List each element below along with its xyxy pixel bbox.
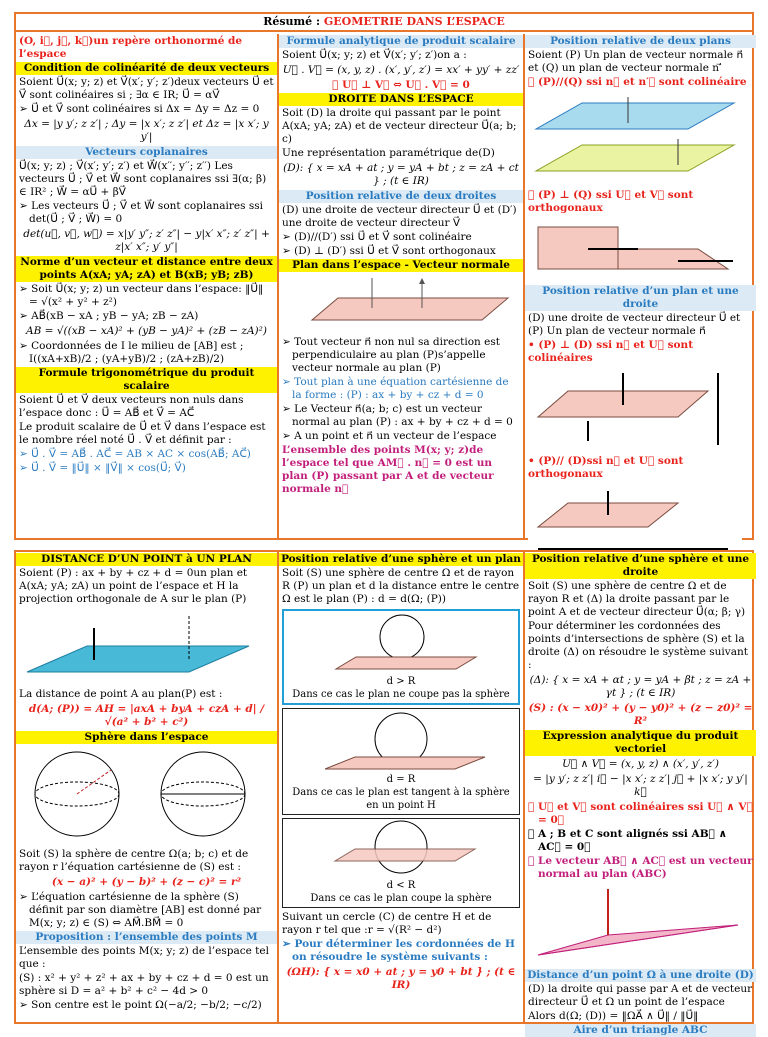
formula: AB = √((xB − xA)² + (yB − yA)² + (zB − zA)²) <box>26 325 267 337</box>
text-block: • (P)// (D)ssi n⃗ et U⃗ sont orthogonaux <box>528 455 684 480</box>
heading-plane: Plan dans l’espace - Vecteur normale <box>279 259 523 272</box>
text-block: ➢ L’équation cartésienne de la sphère (S) définit par son diamètre [AB] est donné par M(x; y; z) ∈ (S) ⇔ AM⃗.BM⃗ = 0 <box>19 891 262 929</box>
sphere-figure <box>19 748 265 840</box>
text-block: ➢ Tout plan à une équation cartésienne de la forme : (P) : ax + by + cz + d = 0 <box>282 376 509 401</box>
text-block: Soient U⃗ et V⃗ deux vecteurs non nuls dans l’espace donc : U⃗ = AB⃗ et V⃗ = AC⃗ <box>19 394 244 419</box>
heading-scalar: Formule analytique de produit scalaire <box>279 35 523 48</box>
formula: det(u⃗, v⃗, w⃗) = x|y′ y″; z′ z″| − y|x′ x″; z′ z″| + z|x′ x″; y′ y″| <box>23 228 270 253</box>
formula: (x − a)² + (y − b)² + (z − c)² = r² <box>51 876 242 888</box>
text-block: Suivant un cercle (C) de centre H et de rayon r tel que :r = √(R² − d²) <box>282 911 492 936</box>
heading-two-lines: Position relative de deux droites <box>279 190 523 203</box>
text-block: Soient (P) Un plan de vecteur normale n⃗ et (Q) un plan de vecteur normale n′⃗ <box>528 49 744 74</box>
heading-trigo: Formule trigonométrique du produit scalaire <box>16 367 277 393</box>
sphere-cut-figure <box>285 821 517 875</box>
repere-line: (O, i⃗, j⃗, k⃗)un repère orthonormé de l’espace <box>19 35 243 60</box>
text-block: ➢ U⃗ . V⃗ = AB⃗ . AC⃗ = AB × AC × cos(AB⃗; AC⃗) <box>19 448 251 460</box>
text-block: ➢ AB⃗(xB − xA ; yB − yA; zB − zA) <box>19 310 199 322</box>
text-block: Soit (S) une sphère de centre Ω et de rayon R (P) un plan et d la distance entre le centre Ω est le plan (P) : d = d(Ω; (P)) <box>282 567 520 605</box>
text-block: ➢ A ; B et C sont alignés ssi AB⃗ ∧ AC⃗ = 0⃗ <box>528 828 728 853</box>
point-plane-distance-figure <box>19 610 259 680</box>
text-block: L’ensemble des points M(x; y; z) de l’espace tel que : <box>19 945 269 970</box>
case-no-intersection <box>282 609 520 705</box>
text-block: Soit (S) la sphère de centre Ω(a; b; c) et de rayon r l’équation cartésienne de (S) est : <box>19 848 249 873</box>
heading-two-planes: Position relative de deux plans <box>525 35 756 48</box>
text-block: Alors d(Ω; (D)) = ‖ΩA⃗ ∧ U⃗‖ / ‖U⃗‖ <box>528 1010 699 1022</box>
sheet-title: Résumé : GEOMETRIE DANS L’ESPACE <box>16 14 752 32</box>
formula: (D): { x = xA + at ; y = yA + bt ; z = zA + ct } ; (t ∈ IR) <box>283 162 519 187</box>
text-block: Soit (D) la droite qui passant par le point A(xA; yA; zA) et de vecteur directeur U⃗(a; b; c) <box>282 107 517 145</box>
formula: Δx = |y y′; z z′| ; Δy = |x x′; z z′| et Δz = |x x′; y y′| <box>24 118 269 143</box>
text-block: ➢ Pour déterminer les cordonnées de H on résoudre le système suivants : <box>282 938 515 963</box>
formula: U⃗ . V⃗ = (x, y, z) . (x′, y′, z′) = xx′ + yy′ + zz′ <box>282 64 520 76</box>
heading-point-line-distance: Distance d’un point Ω à une droite (D) <box>525 969 756 982</box>
heading-norm: Norme d’un vecteur et distance entre deux points A(xA; yA; zA) et B(xB; yB; zB) <box>16 256 277 282</box>
text-block: Soient U⃗(x; y; z) et V⃗(x′; y′; z′)on a : <box>282 49 467 61</box>
formula: U⃗ ∧ V⃗ = (x, y, z) ∧ (x′, y′, z′) <box>562 758 719 770</box>
heading-proposition: Proposition : l’ensemble des points M <box>16 931 277 944</box>
formula: (S) : (x − x0)² + (y − y0)² + (z − z0)² = R² <box>528 702 753 727</box>
text-block: ➢ Son centre est le point Ω(−a/2; −b/2; −c/2) <box>19 999 262 1011</box>
text-block: ➢ Soit U⃗(x; y; z) un vecteur dans l’espace: ‖U⃗‖ = √(x² + y² + z²) <box>19 283 264 308</box>
text-block: Soit (S) une sphère de centre Ω et de rayon R et (Δ) la droite passant par le point A et de vecteur directeur U⃗(α; β; γ) <box>528 580 746 618</box>
sphere-above-plane-figure <box>286 613 518 671</box>
text-block: • (P) ⊥ (D) ssi n⃗ et U⃗ sont colinéaires <box>528 339 694 364</box>
formula: d(A; (P)) = AH = |axA + byA + czA + d| / √(a² + b² + c²) <box>28 703 265 728</box>
text-block: U⃗(x; y; z) ; V⃗(x′; y′; z′) et W⃗(x′′; y′′; z′′) Les vecteurs U⃗ ; V⃗ et W⃗ sont coplanaires ssi ∃(α; β) ∈ IR² ; W⃗ = αU⃗ + βV⃗ <box>19 160 267 198</box>
text-block: Soient U⃗(x; y; z) et V⃗(x′; y′; z′)deux vecteurs U⃗ et V⃗ sont colinéaires si ; ∃α ∈ IR; U⃗ = αV⃗ <box>19 76 274 101</box>
plane-normal-figure <box>282 276 518 328</box>
text-block: ➢ (P)//(Q) ssi n⃗ et n′⃗ sont colinéaire <box>528 76 747 88</box>
heading-colinearity: Condition de colinéarité de deux vecteurs <box>16 62 277 75</box>
text-block: ➢ U⃗ ⊥ V⃗ ⇔ U⃗ . V⃗ = 0 <box>332 79 470 91</box>
parallel-planes-figure <box>528 93 742 181</box>
text-block: (D) la droite qui passe par A et de vecteur directeur U⃗ et Ω un point de l’espace <box>528 983 753 1008</box>
heading-sphere-plane: Position relative d’une sphère et un plan <box>279 553 523 566</box>
text-block: La distance de point A au plan(P) est : <box>19 688 223 700</box>
sphere-tangent-figure <box>285 711 517 769</box>
text-block: ➢ U⃗ et V⃗ sont colinéaires si Δx = Δy = Δz = 0 <box>19 103 260 115</box>
text-block: L’ensemble des points M(x; y; z)de l’espace tel que AM⃗ . n⃗ = 0 est un plan (P) passant par A et de vecteur normale n⃗ <box>282 444 494 495</box>
formula: (ΩH): { x = x0 + at ; y = y0 + bt } ; (t ∈ IR) <box>286 966 516 991</box>
case-tangent <box>282 708 520 815</box>
text-block: ➢ Coordonnées de I le milieu de [AB] est ; I((xA+xB)/2 ; (yA+yB)/2 ; (zA+zB)/2) <box>19 340 244 365</box>
text-block: ➢ Le vecteur AB⃗ ∧ AC⃗ est un vecteur normal au plan (ABC) <box>528 855 753 880</box>
text-block: (S) : x² + y² + z² + ax + by + cz + d = 0 est un sphère si D = a² + b² + c² − 4d > 0 <box>19 972 269 997</box>
text-block: ➢ A un point et n⃗ un vecteur de l’espace <box>282 430 497 442</box>
case-caption: Dans ce cas le plan coupe la sphère <box>310 893 492 904</box>
text-block: ➢ Tout vecteur n⃗ non nul sa direction est perpendiculaire au plan (P)s’appelle vecteur normale au plan (P) <box>282 336 500 374</box>
text-block: ➢ U⃗ et V⃗ sont colinéaires ssi U⃗ ∧ V⃗ = 0⃗ <box>528 801 753 826</box>
heading-cross-product: Expression analytique du produit vectoriel <box>525 730 756 756</box>
heading-coplanar: Vecteurs coplanaires <box>16 146 277 159</box>
heading-triangle-area: Aire d’un triangle ABC <box>525 1024 756 1037</box>
text-block: ➢ U⃗ . V⃗ = ‖U⃗‖ × ‖V⃗‖ × cos(U⃗; V⃗) <box>19 462 186 474</box>
text-block: (D) une droite de vecteur directeur U⃗ et (D′) une droite de vecteur directeur V⃗ <box>282 204 517 229</box>
text-block: Le produit scalaire de U⃗ et V⃗ dans l’espace est le nombre réel noté U⃗ . V⃗ et définit par : <box>19 421 266 446</box>
column-planes <box>525 34 756 538</box>
cross-product-figure <box>528 885 746 961</box>
case-condition: d < R <box>386 880 416 891</box>
text-block: ➢ (P) ⊥ (Q) ssi U⃗ et V⃗ sont orthogonaux <box>528 189 694 214</box>
case-condition: d = R <box>386 774 416 785</box>
text-block: ➢ Les vecteurs U⃗ ; V⃗ et W⃗ sont coplanaires ssi det(U⃗ ; V⃗ ; W⃗) = 0 <box>19 200 263 225</box>
heading-point-plane-distance: DISTANCE D’UN POINT à UN PLAN <box>16 553 277 566</box>
case-condition: d > R <box>386 676 416 687</box>
formula: = |y y′; z z′| i⃗ − |x x′; z z′| j⃗ + |x x′; y y′| k⃗ <box>533 773 748 798</box>
heading-plane-line: Position relative d’un plan et une droite <box>525 285 756 311</box>
line-parallel-plane-figure <box>528 485 742 555</box>
text-block: Une représentation paramétrique de(D) <box>282 147 495 159</box>
summary-sheet-bottom <box>14 550 754 1036</box>
text-block: (D) une droite de vecteur directeur U⃗ et (P) Un plan de vecteur normale n⃗ <box>528 312 741 337</box>
case-caption: Dans ce cas le plan ne coupe pas la sphère <box>292 689 510 700</box>
line-perpendicular-plane-figure <box>528 369 742 447</box>
column-scalar-line <box>279 34 525 538</box>
formula: (Δ): { x = xA + αt ; y = yA + βt ; z = zA + γt } ; (t ∈ IR) <box>529 674 752 699</box>
case-caption: Dans ce cas le plan est tangent à la sphère en un point H <box>292 787 510 811</box>
heading-line: DROITE DANS L’ESPACE <box>279 93 523 106</box>
text-block: Soient (P) : ax + by + cz + d = 0un plan et A(xA; yA; zA) un point de l’espace et H la projection orthogonale de A sur le plan (P) <box>19 567 248 605</box>
text-block: ➢ Le Vecteur n⃗(a; b; c) est un vecteur normal au plan (P) : ax + by + cz + d = 0 <box>282 403 513 428</box>
column-sphere-plane <box>279 552 525 1022</box>
column-colinearity <box>16 34 279 538</box>
heading-sphere: Sphère dans l’espace <box>16 731 277 744</box>
case-intersection <box>282 818 520 908</box>
column-distance-sphere <box>16 552 279 1022</box>
text-block: ➢ (D) ⊥ (D′) ssi U⃗ et V⃗ sont orthogonaux <box>282 245 496 257</box>
text-block: Pour déterminer les cordonnées des points d’intersections de sphère (S) et la droite (Δ) on résoudre le système suivant : <box>528 620 748 671</box>
text-block: ➢ (D)//(D′) ssi U⃗ et V⃗ sont colinéaire <box>282 231 472 243</box>
summary-sheet-top <box>14 12 754 540</box>
heading-sphere-line: Position relative d’une sphère et une droite <box>525 553 756 579</box>
perpendicular-planes-figure <box>528 219 742 277</box>
column-sphere-line-vector <box>525 552 756 1036</box>
